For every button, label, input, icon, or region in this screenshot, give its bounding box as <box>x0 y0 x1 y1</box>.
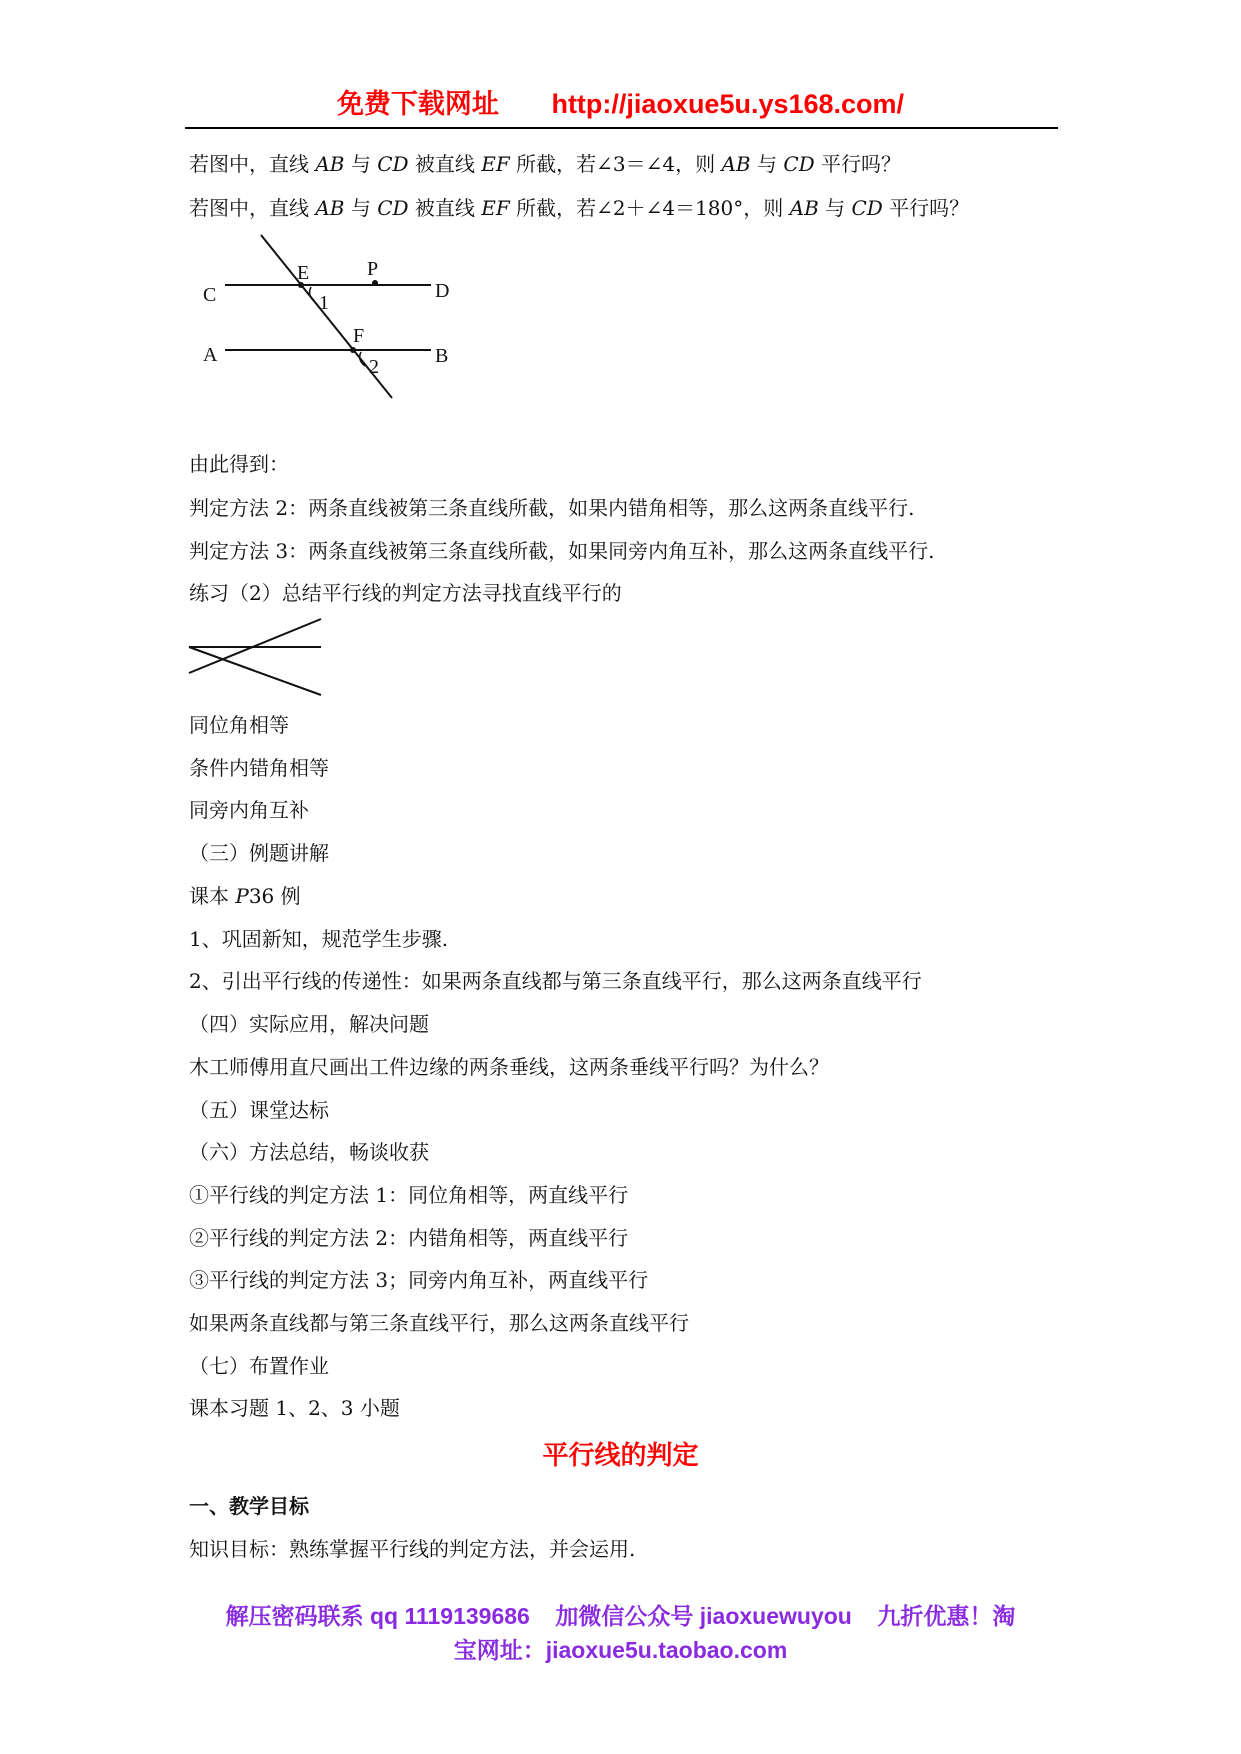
parallel-lines-figure <box>185 225 465 410</box>
label-p: P <box>367 258 379 280</box>
question-1: 若图中，直线 AB 与 CD 被直线 EF 所截，若∠3＝∠4，则 AB 与 CD 平行吗？ <box>189 152 902 176</box>
point-f <box>350 347 356 353</box>
method-3-text: 判定方法 3：两条直线被第三条直线所截，如果同旁内角互补，那么这两条直线平行. <box>189 539 935 563</box>
method-2-text: 判定方法 2：两条直线被第三条直线所截，如果内错角相等，那么这两条直线平行. <box>189 496 915 520</box>
item-1: 1、巩固新知，规范学生步骤. <box>189 927 449 951</box>
lesson-title: 平行线的判定 <box>542 1441 699 1471</box>
section-6-heading: （六）方法总结，畅谈收获 <box>189 1140 429 1164</box>
section-5-heading: （五）课堂达标 <box>189 1098 329 1122</box>
label-angle-1: 1 <box>319 292 329 314</box>
point-p <box>372 280 378 286</box>
condition-3: 同旁内角互补 <box>189 798 309 822</box>
footer-line-2[interactable]: 宝网址：jiaoxue5u.taobao.com <box>453 1637 788 1663</box>
teaching-goals-heading: 一、教学目标 <box>189 1494 309 1518</box>
label-f: F <box>353 325 365 347</box>
header-label: 免费下载网址 <box>336 89 499 119</box>
header-divider <box>185 127 1058 129</box>
header-url-link[interactable]: http://jiaoxue5u.ys168.com/ <box>551 89 905 119</box>
summary-2: ②平行线的判定方法 2：内错角相等，两直线平行 <box>189 1226 629 1250</box>
label-a: A <box>203 344 218 366</box>
knowledge-goal: 知识目标：熟练掌握平行线的判定方法，并会运用. <box>189 1537 636 1561</box>
label-d: D <box>435 280 450 302</box>
conclusion-text: 由此得到： <box>189 452 289 476</box>
summary-1: ①平行线的判定方法 1：同位角相等，两直线平行 <box>189 1183 629 1207</box>
homework-text: 课本习题 1、2、3 小题 <box>189 1396 400 1420</box>
textbook-example: 课本 P36 例 <box>189 884 301 908</box>
header-banner <box>0 82 1241 121</box>
condition-2: 条件内错角相等 <box>189 756 329 780</box>
item-2: 2、引出平行线的传递性：如果两条直线都与第三条直线平行，那么这两条直线平行 <box>189 969 922 993</box>
summary-3: ③平行线的判定方法 3；同旁内角互补，两直线平行 <box>189 1268 649 1292</box>
question-2: 若图中，直线 AB 与 CD 被直线 EF 所截，若∠2＋∠4＝180°，则 AB 与 CD 平行吗？ <box>189 196 970 220</box>
section-4-heading: （四）实际应用，解决问题 <box>189 1012 429 1036</box>
section-7-heading: （七）布置作业 <box>189 1354 329 1378</box>
condition-1: 同位角相等 <box>189 713 289 737</box>
exercise-text: 练习（2）总结平行线的判定方法寻找直线平行的 <box>189 581 622 605</box>
label-e: E <box>297 262 310 284</box>
label-c: C <box>203 284 217 306</box>
crossing-lines-figure <box>185 615 325 700</box>
footer-line-1: 解压密码联系 qq 1119139686 加微信公众号 jiaoxuewuyou 九折优惠！淘 <box>225 1603 1016 1629</box>
section-3-heading: （三）例题讲解 <box>189 841 329 865</box>
falling-line <box>189 647 321 695</box>
carpenter-question: 木工师傅用直尺画出工件边缘的两条垂线，这两条垂线平行吗？为什么？ <box>189 1055 829 1079</box>
transitive-property: 如果两条直线都与第三条直线平行，那么这两条直线平行 <box>189 1311 689 1335</box>
label-angle-2: 2 <box>369 356 379 378</box>
label-b: B <box>435 345 449 367</box>
